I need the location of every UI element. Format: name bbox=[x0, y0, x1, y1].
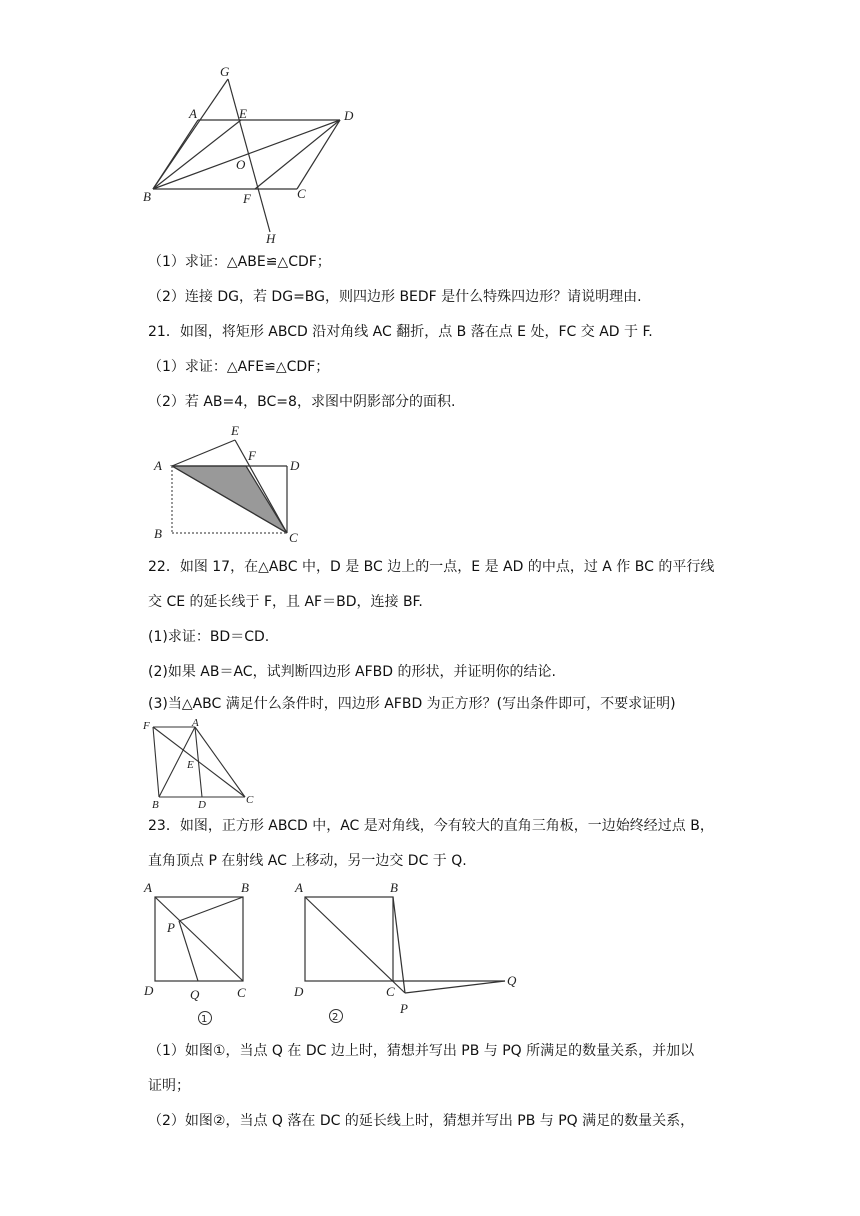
segment-be bbox=[153, 120, 241, 189]
label-a: A bbox=[144, 880, 152, 895]
label-e: E bbox=[239, 106, 247, 121]
q23-part2: （2）如图②，当点 Q 落在 DC 的延长线上时，猜想并写出 PB 与 PQ 满足的数量关系， bbox=[148, 1113, 695, 1129]
q22-part3: (3)当△ABC 满足什么条件时，四边形 AFBD 为正方形？(写出条件即可，不要求证明) bbox=[148, 696, 676, 712]
line-gh bbox=[228, 79, 270, 232]
q21-part2: （2）若 AB=4，BC=8，求图中阴影部分的面积. bbox=[148, 394, 456, 410]
q22-stem-line1: 22．如图 17，在△ABC 中，D 是 BC 边上的一点，E 是 AD 的中点，过 A 作 BC 的平行线 bbox=[148, 559, 715, 575]
caption-1: 1 bbox=[201, 1014, 208, 1025]
label-p: P bbox=[400, 1001, 408, 1016]
side-ae bbox=[172, 440, 235, 466]
label-b: B bbox=[152, 799, 159, 810]
label-d: D bbox=[294, 984, 304, 999]
label-d: D bbox=[344, 108, 354, 123]
q20-part2: （2）连接 DG，若 DG=BG，则四边形 BEDF 是什么特殊四边形？请说明理由. bbox=[148, 289, 642, 305]
label-d: D bbox=[290, 458, 300, 473]
q22-part1: (1)求证：BD＝CD. bbox=[148, 629, 270, 645]
label-f: F bbox=[143, 720, 150, 732]
diagonal-ac bbox=[155, 897, 243, 981]
q23-part1-line2: 证明； bbox=[148, 1078, 190, 1094]
diagonal-bd bbox=[153, 120, 340, 189]
label-d: D bbox=[198, 799, 206, 810]
figure-q20 bbox=[140, 62, 370, 247]
label-p: P bbox=[167, 920, 175, 935]
label-b: B bbox=[241, 880, 249, 895]
label-b: B bbox=[143, 189, 151, 204]
label-c: C bbox=[386, 984, 395, 999]
label-c: C bbox=[237, 985, 246, 1000]
caption-2: 2 bbox=[332, 1012, 339, 1023]
q22-part2: (2)如果 AB＝AC，试判断四边形 AFBD 的形状，并证明你的结论. bbox=[148, 664, 556, 680]
label-q: Q bbox=[507, 973, 517, 988]
figure-q22 bbox=[140, 715, 270, 810]
label-o: O bbox=[236, 157, 246, 172]
segment-pq bbox=[179, 921, 198, 981]
segment-ac bbox=[195, 727, 245, 797]
label-a: A bbox=[154, 458, 162, 473]
segment-fb bbox=[153, 727, 159, 797]
q23-stem-line1: 23．如图，正方形 ABCD 中，AC 是对角线，今有较大的直角三角板，一边始终经过点 B， bbox=[148, 818, 714, 834]
figure-q23-right bbox=[290, 875, 525, 1030]
segment-bp bbox=[393, 897, 405, 993]
label-c: C bbox=[246, 794, 254, 806]
segment-bg bbox=[153, 79, 228, 189]
segment-fd bbox=[255, 120, 340, 189]
label-a: A bbox=[192, 717, 199, 729]
label-b: B bbox=[154, 526, 162, 541]
q22-stem-line2: 交 CE 的延长线于 F，且 AF＝BD，连接 BF. bbox=[148, 594, 423, 610]
figure-q21 bbox=[150, 420, 310, 545]
q21-part1: （1）求证：△AFE≌△CDF； bbox=[148, 359, 330, 375]
label-d: D bbox=[144, 983, 154, 998]
q23-part1-line1: （1）如图①，当点 Q 在 DC 边上时，猜想并写出 PB 与 PQ 所满足的数量关系，并加以 bbox=[148, 1043, 695, 1059]
label-f: F bbox=[243, 191, 251, 206]
label-c: C bbox=[297, 186, 306, 201]
label-b: B bbox=[390, 880, 398, 895]
label-e: E bbox=[187, 759, 194, 771]
q21-stem: 21．如图，将矩形 ABCD 沿对角线 AC 翻折，点 B 落在点 E 处，FC 交 AD 于 F. bbox=[148, 324, 653, 340]
label-f: F bbox=[248, 448, 256, 463]
label-g: G bbox=[220, 64, 230, 79]
side-dc bbox=[297, 120, 340, 189]
segment-pb bbox=[179, 897, 243, 921]
label-a: A bbox=[189, 106, 197, 121]
q20-part1: （1）求证：△ABE≌△CDF； bbox=[148, 254, 331, 270]
diagonal-ac-extended bbox=[305, 897, 405, 993]
segment-fc bbox=[153, 727, 245, 797]
label-c: C bbox=[289, 530, 298, 545]
figure-q23-left bbox=[140, 875, 260, 1030]
segment-pq bbox=[405, 981, 505, 993]
label-a: A bbox=[295, 880, 303, 895]
label-e: E bbox=[231, 423, 239, 438]
label-q: Q bbox=[190, 987, 200, 1002]
q23-stem-line2: 直角顶点 P 在射线 AC 上移动，另一边交 DC 于 Q. bbox=[148, 853, 467, 869]
label-h: H bbox=[266, 231, 276, 246]
